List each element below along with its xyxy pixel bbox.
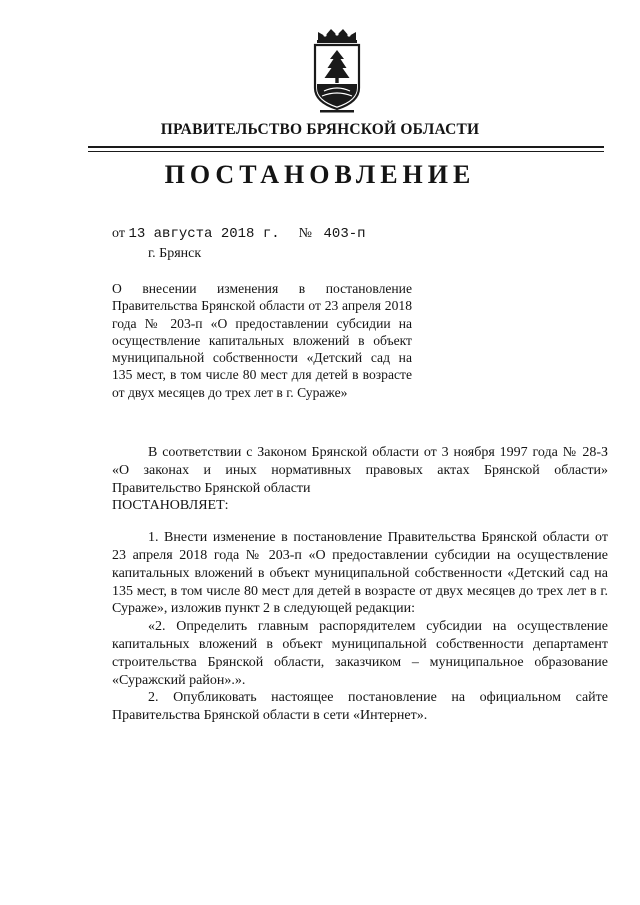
document-number: 403-п <box>323 226 366 242</box>
document-type-title: ПОСТАНОВЛЕНИЕ <box>164 160 476 189</box>
header-divider-thin <box>88 151 604 152</box>
organization-title: ПРАВИТЕЛЬСТВО БРЯНСКОЙ ОБЛАСТИ <box>160 121 480 138</box>
city-name: г. Брянск <box>148 246 202 261</box>
bryansk-coat-of-arms-icon <box>304 26 370 114</box>
document-subject: О внесении изменения в постановление Правительства Брянской области от 23 апреля 2018 года № 203-п «О предоставлении субсидии на осуществление капитальных вложений в объект муниципальной собственности «Детский сад на 135 мест, в том числе 80 мест для детей в возрасте от двух месяцев до трех лет в г. Сураже» <box>112 281 412 400</box>
number-sign: № <box>298 226 313 241</box>
item-2-paragraph: 2. Опубликовать настоящее постановление на официальном сайте Правительства Брянской области в сети «Интернет». <box>112 690 608 724</box>
document-date: 13 августа 2018 г. <box>128 226 280 242</box>
header-divider-thick <box>88 146 604 148</box>
item-1-quote-paragraph: «2. Определить главным распорядителем субсидии на осуществление капитальных вложений в объект муниципальной собственности департамент строительства Брянской области, заказчиком – муниципальное образование «Суражский район».». <box>112 619 608 688</box>
date-prefix: от <box>112 226 125 241</box>
date-number-line <box>112 226 366 242</box>
document-body <box>112 444 608 725</box>
preamble-paragraph: В соответствии с Законом Брянской области от 3 ноября 1997 года № 28-З «О законах и иных нормативных правовых актах Брянской области» Правительство Брянской области <box>112 445 608 496</box>
resolves-heading: ПОСТАНОВЛЯЕТ: <box>112 498 229 514</box>
item-1-paragraph: 1. Внести изменение в постановление Правительства Брянской области от 23 апреля 2018 года № 203-п «О предоставлении субсидии на осуществление капитальных вложений в объект муниципальной собственности «Детский сад на 135 мест, в том числе 80 мест для детей в возрасте от двух месяцев до трех лет в г. Сураже», изложив пункт 2 в следующей редакции: <box>112 530 608 617</box>
